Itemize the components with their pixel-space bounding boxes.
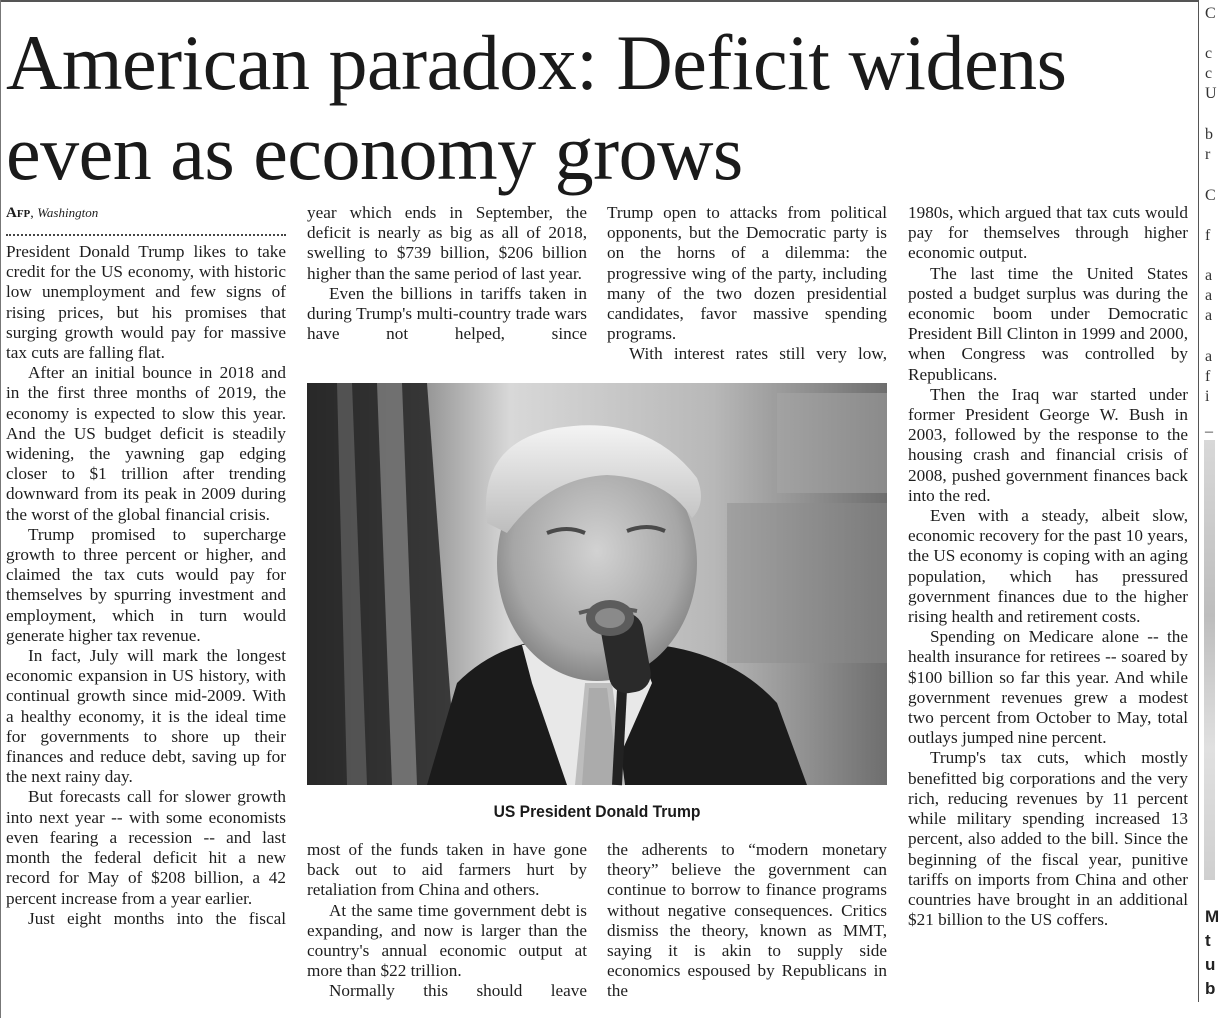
paragraph: After an initial bounce in 2018 and in the first three months of 2019, the economy is expected to slow this year. And the US budget deficit is steadily widening, the yawning gap edging closer to $1 trillion after trending downward from its peak in 2009 during the worst of the global financial crisis. (6, 363, 286, 524)
byline-place: Washington (37, 205, 99, 220)
edge-letter: C (1205, 5, 1216, 22)
edge-letter: U (1205, 85, 1217, 102)
paragraph: the adherents to “modern monetary theory” believe the government can continue to borrow to finance programs without negative consequences. Critics dismiss the theory, known as MMT, saying it is akin to supply side economics espoused by Republicans in the (607, 840, 887, 1001)
paragraph: Just eight months into the fiscal (28, 908, 286, 928)
column-rule (1198, 0, 1199, 1002)
paragraph: But forecasts call for slower growth into next year -- with some economists even fearing a recession -- and last month the federal deficit hit a new record for May of $208 billion, a 42 percent increase from a year earlier. (6, 787, 286, 908)
byline-divider (6, 234, 286, 236)
top-rule (0, 0, 1198, 2)
edge-letter: C (1205, 187, 1216, 204)
column-1 (6, 242, 286, 1012)
trump-photo (307, 383, 887, 785)
edge-letter: c (1205, 65, 1213, 82)
edge-letter-bold: t (1205, 931, 1211, 950)
byline: Afp, Washington (6, 205, 99, 221)
photo-caption: US President Donald Trump (493, 802, 701, 821)
column-4 (908, 203, 1188, 1011)
column-3-top (607, 203, 887, 383)
paragraph: most of the funds taken in have gone back out to aid farmers hurt by retaliation from China and others. (307, 840, 587, 900)
paragraph: With interest rates still very low, (629, 344, 887, 364)
edge-letter: a (1205, 287, 1213, 304)
neighbor-photo-edge (1204, 440, 1215, 880)
paragraph: Even with a steady, albeit slow, economic recovery for the past 10 years, the US economy is coping with an aging population, which has pressured government finances due to the higher rising health and retirement costs. (908, 506, 1188, 627)
paragraph: Even the billions in tariffs taken in during Trump's multi-country trade wars have not helped, since (307, 283, 587, 344)
edge-letter: a (1205, 348, 1213, 365)
edge-letter: c (1205, 45, 1213, 62)
paragraph: President Donald Trump likes to take credit for the US economy, with historic low unemployment and few signs of rising prices, but his promises that surging growth would pay for massive tax cuts are falling flat. (6, 242, 286, 363)
headline: American paradox: Deficit widens even as economy grows (6, 19, 1067, 196)
column-2-top (307, 203, 587, 383)
edge-letter-bold: M (1205, 907, 1219, 926)
edge-letter: b (1205, 126, 1213, 143)
paragraph: 1980s, which argued that tax cuts would pay for themselves through higher economic output. (908, 203, 1188, 263)
edge-letter: a (1205, 307, 1213, 324)
edge-letter: f (1205, 368, 1211, 385)
paragraph: year which ends in September, the deficit is nearly as big as all of 2018, swelling to $739 billion, $206 billion higher than the same period of last year. (307, 203, 587, 283)
edge-letter: f (1205, 227, 1211, 244)
edge-letter: a (1205, 267, 1213, 284)
edge-letter: i (1205, 388, 1210, 405)
edge-letter-bold: b (1205, 979, 1216, 998)
left-rule (0, 0, 1, 1018)
paragraph: Then the Iraq war started under former President George W. Bush in 2003, followed by the response to the housing crash and financial crisis of 2008, pushed government finances back into the red. (908, 384, 1188, 505)
paragraph: Spending on Medicare alone -- the health insurance for retirees -- soared by $100 billion so far this year. And while government revenues grew a modest two percent from October to May, total outlays jumped nine percent. (908, 627, 1188, 748)
paragraph: In fact, July will mark the longest economic expansion in US history, with continual growth since mid-2009. With a healthy economy, it is the ideal time for governments to shore up their finances and reduce debt, saving up for the next rainy day. (6, 646, 286, 787)
paragraph: At the same time government debt is expanding, and now is larger than the country's annual economic output at more than $22 trillion. (307, 900, 587, 981)
column-3-bottom (607, 840, 887, 1012)
edge-letter: r (1205, 146, 1211, 163)
column-2-bottom (307, 840, 587, 1012)
paragraph: Normally this should leave (329, 981, 587, 1001)
paragraph: Trump open to attacks from political opponents, but the Democratic party is on the horns of a dilemma: the progressive wing of the party, including many of the two dozen presidential candidates, favor massive spending programs. (607, 203, 887, 344)
edge-letter: – (1205, 423, 1213, 440)
paragraph: Trump promised to supercharge growth to three percent or higher, and claimed the tax cuts would pay for themselves by spurring investment and employment, which in turn would generate higher tax revenue. (6, 524, 286, 645)
paragraph: The last time the United States posted a budget surplus was during the economic boom under Democratic President Bill Clinton in 1999 and 2000, when Congress was controlled by Republicans. (908, 263, 1188, 384)
paragraph: Trump's tax cuts, which mostly benefitted big corporations and the very rich, reducing revenues by 11 percent while military spending increased 13 percent, also added to the bill. Since the beginning of the fiscal year, punitive tariffs on imports from China and other countries have brought in an additional $21 billion to the US coffers. (908, 748, 1188, 930)
edge-letter-bold: u (1205, 955, 1216, 974)
byline-agency: Afp (6, 205, 31, 221)
